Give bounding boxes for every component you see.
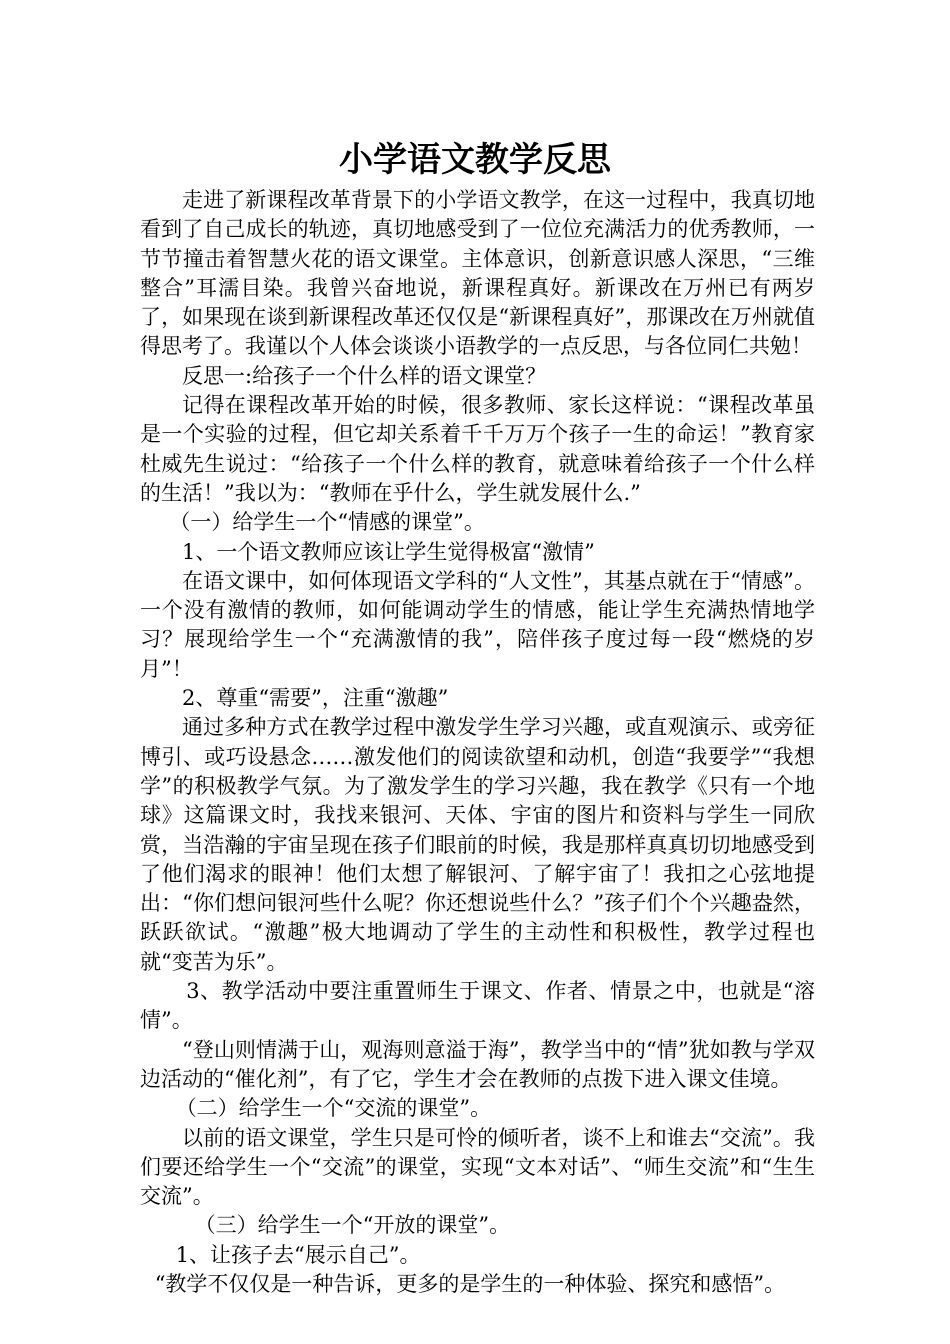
paragraph-item-1: 在语文课中，如何体现语文学科的“人文性”，其基点就在于“情感”。一个没有激情的教师，如何能调动学生的情感，能让学生充满热情地学习？展现给学生一个“充满激情的我”，陪伴孩子度过每一段“燃烧的岁月”！ bbox=[140, 568, 815, 681]
paragraph-item-3: 3、教学活动中要注重置师生于课文、作者、情景之中，也就是“溶情”。 bbox=[140, 979, 815, 1033]
paragraph-intro: 走进了新课程改革背景下的小学语文教学，在这一过程中，我真切地看到了自己成长的轨迹，真切地感受到了一位位充满活力的优秀教师，一节节撞击着智慧火花的语文课堂。主体意识，创新意识感人深思，“三维整合”耳濡目染。我曾兴奋地说，新课程真好。新课改在万州已有两岁了，如果现在谈到新课程改革还仅仅是“新课程真好”，那课改在万州就值得思考了。我谨以个人体会谈谈小语教学的一点反思，与各位同仁共勉！ bbox=[140, 188, 815, 359]
paragraph-section-two: 以前的语文课堂，学生只是可怜的倾听者，谈不上和谁去“交流”。我们要还给学生一个“交流”的课堂，实现“文本对话”、“师生交流”和“生生交流”。 bbox=[140, 1125, 815, 1209]
heading-item-2: 2、尊重“需要”，注重“激趣” bbox=[182, 686, 449, 711]
heading-section-one: （一）给学生一个“情感的课堂”。 bbox=[169, 510, 485, 535]
document-title: 小学语文教学反思 bbox=[339, 140, 611, 180]
paragraph-section-three-item-1: “教学不仅仅是一种告诉，更多的是学生的一种体验、探究和感悟”。 bbox=[154, 1271, 786, 1296]
heading-item-1: 1、一个语文教师应该让学生觉得极富“激情” bbox=[182, 539, 595, 564]
heading-section-three-item-1: 1、让孩子去“展示自己”。 bbox=[175, 1242, 421, 1267]
paragraph-item-2: 通过多种方式在教学过程中激发学生学习兴趣，或直观演示、或旁征博引、或巧设悬念……激发他们的阅读欲望和动机，创造“我要学”“我想学”的积极教学气氛。为了激发学生的学习兴趣，我在教学《只有一个地球》这篇课文时，我找来银河、天体、宇宙的图片和资料与学生一同欣赏，当浩瀚的宇宙呈现在孩子们眼前的时候，我是那样真真切切地感受到了他们渴求的眼神！他们太想了解银河、了解宇宙了！我扣之心弦地提出：“你们想问银河些什么呢？你还想说些什么？”孩子们个个兴趣盎然，跃跃欲试。“激趣”极大地调动了学生的主动性和积极性，教学过程也就“变苦为乐”。 bbox=[140, 715, 815, 974]
paragraph-item-3-detail: “登山则情满于山，观海则意溢于海”，教学当中的“情”犹如教与学双边活动的“催化剂”，有了它，学生才会在教师的点拨下进入课文佳境。 bbox=[140, 1037, 815, 1091]
heading-section-three: （三）给学生一个“开放的课堂”。 bbox=[194, 1213, 511, 1238]
paragraph-quote: 记得在课程改革开始的时候，很多教师、家长这样说：“课程改革虽是一个实验的过程，但它却关系着千千万万个孩子一生的命运！”教育家杜威先生说过：“给孩子一个什么样的教育，就意味着给孩子一个什么样的生活！”我以为：“教师在乎什么，学生就发展什么.” bbox=[140, 393, 815, 505]
document-body bbox=[140, 186, 815, 1299]
heading-section-two: （二）给学生一个“交流的课堂”。 bbox=[175, 1096, 492, 1121]
heading-reflection-one: 反思一:给孩子一个什么样的语文课堂？ bbox=[182, 363, 547, 388]
